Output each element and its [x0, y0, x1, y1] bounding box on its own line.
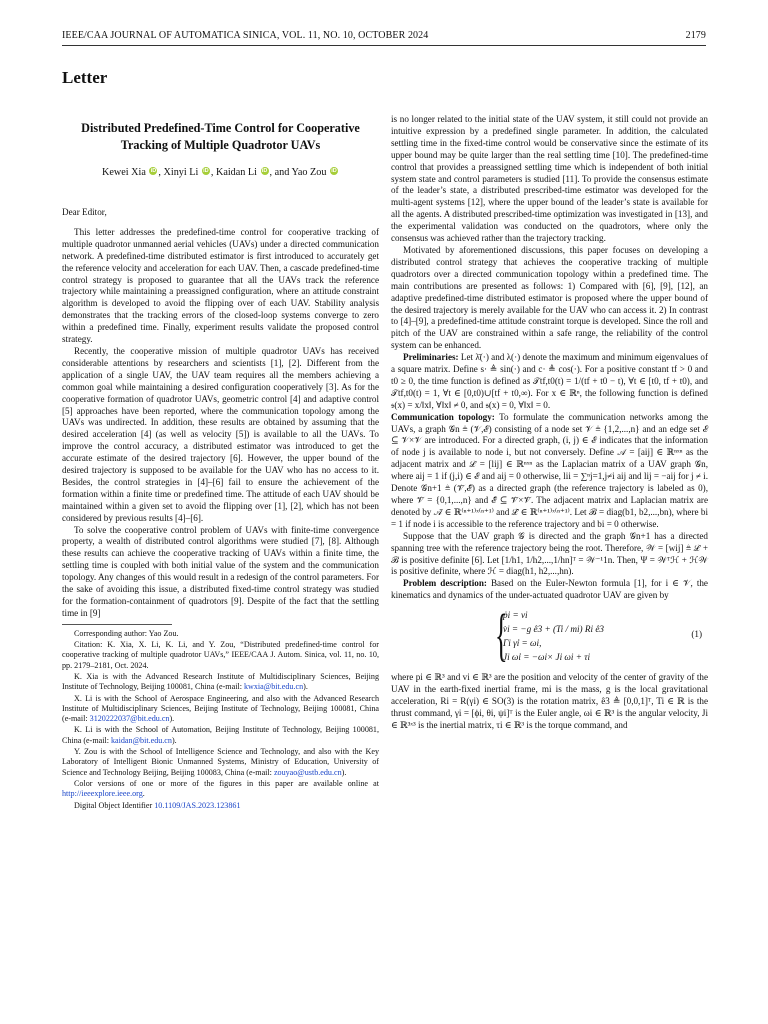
footnote-affiliation: X. Li is with the School of Aerospace Engineering, and also with the Advanced Research Institute of Multidisciplinary Sciences, Beijing Institute of Technology, Beijing 100081, China (e-mail: 3120222037@bit.edu.cn). [62, 693, 379, 724]
preliminaries-paragraph: Preliminaries: Let λ̄(·) and λ(·) denote the maximum and minimum eigenvalues of a square matrix. Define s· ≜ sin(·) and c· ≜ cos(·). For a positive constant tf > 0 and t0 ≥ 0, the time function is defined as 𝒯tf,t0(t) = 1/(tf + t0 − t), ∀t ∈ [t0, tf + t0), and 𝒯tf,t0(t) = 1, ∀t ∈ [0,t0)∪[tf + t0,∞). For x ∈ ℝⁿ, the following function is defined 𝔰(x) = x/‖x‖, ∀‖x‖ ≠ 0, and 𝔰(x) = 0, ∀‖x‖ = 0. [391, 352, 708, 410]
equation-number: (1) [691, 629, 702, 640]
section-kind: Letter [62, 68, 108, 87]
body-paragraph: where pi ∈ ℝ³ and vi ∈ ℝ³ are the position and velocity of the center of gravity of the UAV in the earth-fixed inertial frame, mi is the mass, g is the local gravitational acceleration, Ri = R(γi) ∈ SO(3) is the rotation matrix, ê3 ≜ [0,0,1]ᵀ, Ti ∈ ℝ is the thrust command, γi = [ϕi, θi, ψi]ᵀ is the Euler angle, ωi ∈ ℝ³ is the angular velocity, Ji ∈ ℝ³ˣ³ is the inertial matrix, τi ∈ ℝ³ is the torque command, and [391, 672, 708, 730]
greeting: Dear Editor, [62, 207, 107, 217]
author-list: Kewei Xia iD , Xinyi Li iD , Kaidan Li iD , and Yao Zou iD [102, 167, 337, 178]
equation-1 [391, 602, 708, 668]
section-heading: Communication topology: [391, 411, 495, 422]
equation-lines [503, 608, 604, 664]
header-rule [62, 45, 706, 46]
equation-line: Ji ω̇i = −ωi× Ji ωi + τi [503, 652, 591, 663]
footnote-affiliation: K. Li is with the School of Automation, Beijing Institute of Technology, Beijing 100081, China (e-mail: kaidan@bit.edu.cn). [62, 725, 379, 745]
equation-line: ṗi = vi [503, 610, 528, 621]
body-paragraph: Motivated by aforementioned discussions, this paper focuses on developing a distributed control strategy that achieves the cooperative tracking of multiple quadrotors over a directed communication topology within a predefined time. The main contributions are presented as follows: 1) Compared with [6], [9], [12], an adaptive predefined-time distributed estimator is proposed where the upper bound of the desired trajectory is merely available for the UAV who can access it. 2) In contrast to [4]–[9], a predefined-time attitude constraint torque is developed. Since the roll and pitch of the UAV are constrained within a safe range, the reliability of the control system can be enhanced. [391, 244, 708, 351]
body-paragraph: Recently, the cooperative mission of multiple quadrotor UAVs has received considerable attentions by researchers and scientists [1], [2]. Different from the application of a single UAV, the UAV team requires all the members achieving a common goal while maintaining a desired configuration cooperatively [3]. As for the cooperative formation of quadrotor UAVs, geometric control [4] and adaptive control [5] approaches have been reported, where the communication topology among the UAVs was undirected. In addition, these results are obtained by assuming that the desired acceleration [4] (as well as velocity [5]) is available to all the UAVs. To improve the control accuracy, a distributed estimator was introduced to get the accurate estimate of the desired trajectory [6]. However, the upper bound of the desired trajectory is supposed to be available for the UAV who has no access to it. Besides, the control strategies in [4]–[6] fail to ensure the achievement of the formation within a finite time or predefined time. The attitude of each UAV should be maintained within a given set to avoid the flipping over [1], [2], which has not been considered by previous results [4]–[6]. [62, 345, 379, 523]
ieeexplore-link[interactable]: http://ieeexplore.ieee.org [62, 789, 143, 799]
equation-line: Γi γ̇i = ωi, [503, 638, 542, 649]
email-link[interactable]: kaidan@bit.edu.cn [111, 735, 172, 745]
footnote-affiliation: Y. Zou is with the School of Intelligence Science and Technology, and also with the Key Laboratory of Intelligent Bionic Unmanned Systems, Ministry of Education, University of Science and Technology Beijing, Beijing 100083, China (e-mail: zouyao@ustb.edu.cn). [62, 747, 379, 777]
body-paragraph: is no longer related to the initial state of the UAV system, it still could not provide an intuitive expression by a predefined single parameter. In addition, the calculated settling time in the fixed-time control would be conservative since the estimate of its upper bound may be quite larger than the real settling time [10]. The predefined-time control that provides a preassigned settling time which is independent of both initial system state and control parameters is studied [11]. To provide the consensus estimate of the leader’s state, a distributed prescribed-time estimator was developed for the multi-agent systems [12], where the upper bound of the leader’s state is available for all the agents. A distributed prescribed-time optimization was investigated in [13], and the experimental validation was conducted on the quadrotors, where only the consensus was achieved rather than the trajectory tracking. [391, 114, 708, 244]
orcid-icon[interactable]: iD [331, 168, 337, 174]
equation-brace: { [495, 602, 508, 668]
right-column [391, 114, 708, 732]
section-heading: Problem description: [403, 578, 487, 589]
author-name: Kaidan Li [215, 167, 257, 178]
email-link[interactable]: zouyao@ustb.edu.cn [273, 767, 342, 777]
author-name: Xinyi Li [163, 167, 199, 178]
topology-paragraph: Communication topology: To formulate the communication networks among the UAVs, a graph 𝒢n ≜ (𝒱,ℰ) consisting of a node set 𝒱 ≜ {1,2,...,n} and an edge set ℰ ⊆ 𝒱×𝒱 are introduced. For a directed graph, (i, j) ∈ ℰ indicates that the information of node j is available to node i, but not conversely. Define 𝒜 = [aij] ∈ ℝⁿˣⁿ as the adjacent matrix and ℒ = [lij] ∈ ℝⁿˣⁿ as the Laplacian matrix of a UAV graph 𝒢n, where aij = 1 if (j,i) ∈ ℰ and aij = 0 otherwise, lii = ∑ⁿj=1,j≠i aij and lij = −aij for j ≠ i. Denote 𝒢n+1 ≜ (𝒱̄,ℰ̄) as a directed graph (the reference trajectory is labeled as 0), where 𝒱̄ = {0,1,...,n} and ℰ̄ ⊆ 𝒱̄×𝒱̄. The adjacent matrix and Laplacian matrix are denoted by 𝒜̄ ∈ ℝ⁽ⁿ⁺¹⁾ˣ⁽ⁿ⁺¹⁾ and ℒ̄ ∈ ℝ⁽ⁿ⁺¹⁾ˣ⁽ⁿ⁺¹⁾. Let ℬ = diag(b1, b2,...,bn), where bi = 1 if node i is accessible to the reference trajectory and bi = 0 otherwise. [391, 411, 708, 529]
footnote-doi: Digital Object Identifier 10.1109/JAS.2023.123861 [74, 800, 241, 810]
problem-paragraph: Problem description: Based on the Euler-Newton formula [1], for i ∈ 𝒱, the kinematics and dynamics of the under-actuated quadrotor UAV are given by [391, 578, 708, 601]
body-paragraph: Suppose that the UAV graph 𝒢 is directed and the graph 𝒢n+1 has a directed spanning tree with the reference trajectory being the root. Therefore, 𝒲 = [wij] ≜ ℒ + ℬ is positive definite [6]. Let [1/h1, 1/h2,...,1/hn]ᵀ = 𝒲⁻¹1n. Then, Ψ = 𝒲ᵀℋ + ℋ𝒲 is positive definite, where ℋ = diag(h1, h2,...,hn). [391, 530, 708, 577]
abstract-paragraph: This letter addresses the predefined-time control for cooperative tracking of multiple quadrotor unmanned aerial vehicles (UAVs) under a directed communication network. A predefined-time distributed estimator is first introduced to accurately get the reference velocity and acceleration for each UAV. Then, a cascade predefined-time control strategy is proposed to guarantee that all the UAVs track the reference trajectory while maintaining a preassigned configuration, where an attitude constraint algorithm is developed to avoid the flipping over of each UAV. Stability analysis demonstrates that the tracking errors of the closed-loop systems converge to zero within a predefined time. Finally, experiment results validate the proposed control strategy. [62, 226, 379, 345]
page-number: 2179 [685, 30, 706, 41]
author-name: Kewei Xia [102, 167, 146, 178]
footnote-color: Color versions of one or more of the figures in this paper are available online at http://ieeexplore.ieee.org. [62, 778, 379, 799]
email-link[interactable]: 3120222037@bit.edu.cn [89, 714, 170, 724]
footnote-citation: Citation: K. Xia, X. Li, K. Li, and Y. Zou, “Distributed predefined-time control for cooperative tracking of multiple quadrotor UAVs,” IEEE/CAA J. Autom. Sinica, vol. 11, no. 10, pp. 2179–2181, Oct. 2024. [62, 640, 379, 670]
title-line-2: Tracking of Multiple Quadrotor UAVs [120, 138, 321, 152]
running-header [62, 30, 706, 46]
doi-link[interactable]: 10.1109/JAS.2023.123861 [154, 800, 241, 810]
orcid-icon[interactable]: iD [150, 168, 157, 174]
author-name: and Yao Zou [274, 167, 327, 178]
orcid-icon[interactable]: iD [261, 168, 268, 174]
title-line-1: Distributed Predefined-Time Control for Cooperative [81, 121, 360, 135]
left-column [62, 118, 379, 812]
paper-title [74, 120, 367, 154]
footnote-rule [62, 624, 172, 625]
journal-name: IEEE/CAA JOURNAL OF AUTOMATICA SINICA, VOL. 11, NO. 10, OCTOBER 2024 [62, 30, 429, 41]
equation-line: v̇i = −g ê3 + (Ti / mi) Ri ê3 [503, 624, 605, 635]
section-heading: Preliminaries: [403, 352, 459, 363]
footnote-affiliation: K. Xia is with the Advanced Research Institute of Multidisciplinary Sciences, Beijing Institute of Technology, Beijing 100081, China (e-mail: kwxia@bit.edu.cn). [62, 672, 379, 692]
footnote-corresponding: Corresponding author: Yao Zou. [74, 628, 179, 638]
footnotes [62, 629, 379, 811]
orcid-icon[interactable]: iD [203, 168, 209, 174]
email-link[interactable]: kwxia@bit.edu.cn [243, 682, 304, 692]
body-paragraph: To solve the cooperative control problem of UAVs with finite-time convergence property, a wealth of distributed control algorithms were studied [7], [8]. Although these results can achieve the cooperative tracking of UAVs within a finite time, the settling time is coupled with both initial value of the system and the communication topology. Any changes of this would result in a redesign of the control parameters. For the sake of avoiding this issue, a distributed fixed-time control strategy was studied for the formation-containment of quadrotors [9]. Despite of the fact that the settling time in [9] [62, 524, 379, 618]
